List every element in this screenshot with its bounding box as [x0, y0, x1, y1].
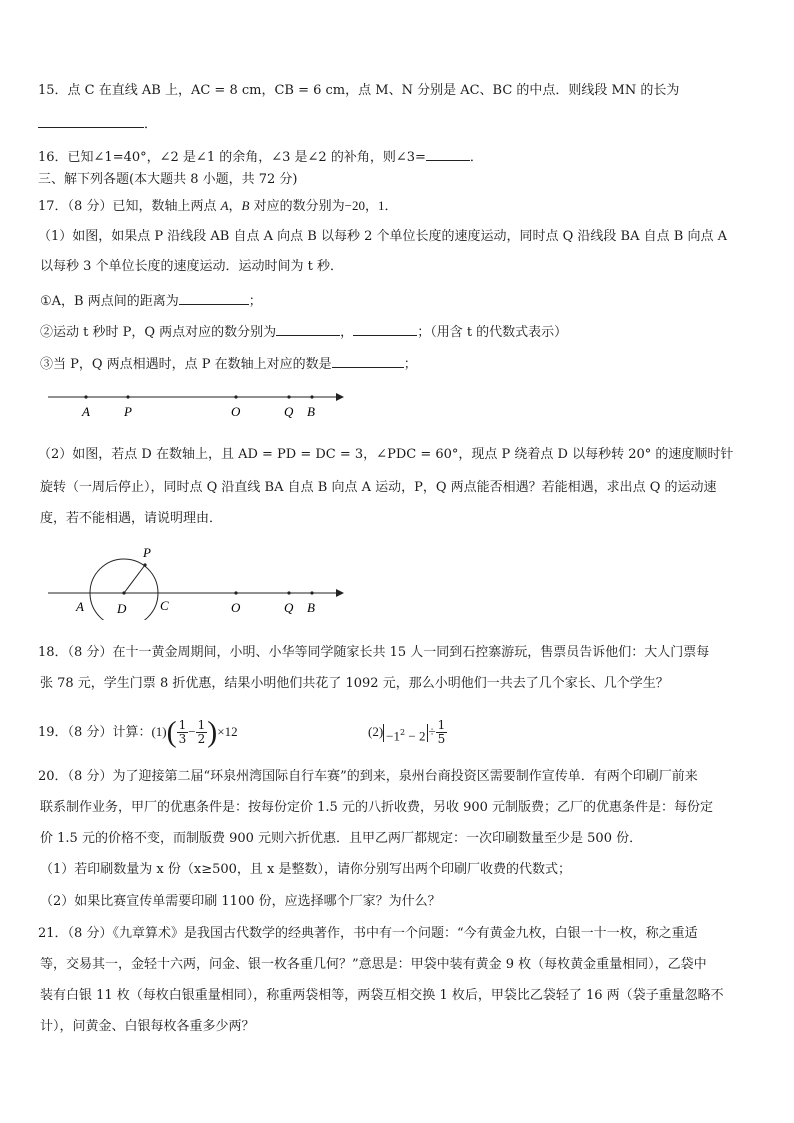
- q21-line3: 装有白银 11 枚（每枚白银重量相同），称重两袋相等，两袋互相交换 1 枚后，甲袋比乙袋轻了 16 两（袋子重量忽略不: [40, 988, 724, 1003]
- q17-sub2-end: ；（用含 t 的代数式表示）: [417, 325, 568, 340]
- q19-f2-numerator: 1: [197, 718, 206, 732]
- label-d: D: [117, 601, 127, 616]
- q20-line3: 价 1.5 元的价格不变，而制版费 900 元则六折优惠．且甲乙两厂都规定：一次印刷数量至少是 500 份．: [40, 831, 643, 846]
- q16-end: ．: [469, 150, 483, 165]
- q19-divide: ÷: [428, 724, 436, 739]
- q17-sub2-blank-p[interactable]: [276, 322, 340, 336]
- point-d-dot: [122, 591, 125, 594]
- q19-fraction-3: [436, 719, 448, 746]
- q17-sub3-end: ；: [403, 357, 417, 372]
- label-a2: A: [76, 599, 84, 614]
- radius-dp: [124, 565, 145, 593]
- number-line-figure-1: [40, 385, 350, 425]
- q17-intro-b: ，: [228, 199, 242, 214]
- q16-answer-blank[interactable]: [426, 147, 470, 161]
- q17-p2-line3: 度，若不能相遇，请说明理由．: [40, 511, 223, 526]
- label-p: P: [124, 404, 132, 419]
- label-q: Q: [284, 404, 294, 419]
- q15-line1: 15．点 C 在直线 AB 上，AC = 8 cm，CB = 6 cm，点 M、N 分别是 AC、BC 的中点．则线段 MN 的长为: [38, 83, 680, 98]
- q19-fraction-1: [177, 719, 189, 746]
- point-p-dot: [126, 395, 129, 398]
- q17-intro-a: 17．（8 分）已知，数轴上两点: [38, 199, 221, 214]
- q15-answer-blank[interactable]: [38, 114, 144, 128]
- q20-sub2: （2）如果比赛宣传单需要印刷 1100 份，应选择哪个厂家？为什么？: [40, 894, 441, 909]
- q19-label: 19．（8 分）计算：: [38, 725, 152, 740]
- q20-line2: 联系制作业务，甲厂的优惠条件是：按每份定价 1.5 元的八折收费，另收 900 元制版费；乙厂的优惠条件是：每份定: [40, 800, 714, 815]
- q17-intro-vals: −20，1．: [344, 198, 398, 213]
- q17-sub1: [40, 291, 262, 311]
- q19-right-paren: ): [207, 715, 218, 749]
- point-b-dot: [310, 395, 313, 398]
- q19-f3-denominator: 5: [437, 732, 446, 746]
- point-p2-dot: [143, 563, 146, 566]
- q17-sub2-blank-q[interactable]: [353, 322, 417, 336]
- label-c: C: [160, 598, 169, 613]
- q19-f3-numerator: 1: [437, 718, 446, 732]
- point-o-dot: [234, 395, 237, 398]
- point-q2-dot: [287, 591, 290, 594]
- q19-part2-label: (2): [368, 724, 384, 739]
- q19-absolute-value: [383, 724, 428, 742]
- circle-figure-2: [40, 540, 350, 620]
- q19-times12: ×12: [217, 724, 238, 739]
- q17-p2-line1: （2）如图，若点 D 在数轴上，且 AD = PD = DC = 3，∠PDC = 60°，现点 P 绕着点 D 以每秒转 20° 的速度顺时针: [38, 447, 734, 462]
- number-line-arrow-2: [336, 589, 344, 597]
- q17-sub2-mid: ，: [340, 325, 354, 340]
- label-b: B: [307, 404, 315, 419]
- point-o2-dot: [234, 591, 237, 594]
- q17-point-b: B: [241, 198, 250, 213]
- label-o: O: [231, 404, 241, 419]
- q17-intro: [38, 197, 397, 216]
- q19-line: [38, 714, 238, 750]
- q17-p1-line1: （1）如图，如果点 P 沿线段 AB 自点 A 向点 B 以每秒 2 个单位长度的速度运动，同时点 Q 沿线段 BA 自点 B 向点 A: [38, 229, 727, 244]
- q19-f2-denominator: 2: [197, 732, 206, 746]
- q16-line: [38, 147, 483, 167]
- q17-sub1-text: ①A，B 两点间的距离为: [40, 294, 179, 309]
- q18-line1: 18．（8 分）在十一黄金周期间，小明、小华等同学随家长共 15 人一同到石控寨游玩，售票员告诉他们：大人门票每: [38, 645, 710, 660]
- q20-sub1: （1）若印刷数量为 x 份（x≥500，且 x 是整数），请你分别写出两个印刷厂收费的代数式；: [40, 862, 572, 877]
- q19-part1-label: (1): [151, 724, 167, 739]
- q20-line1: 20．（8 分）为了迎接第二届“环泉州湾国际自行车赛”的到来，泉州台商投资区需要制作宣传单．有两个印刷厂前来: [38, 769, 698, 784]
- q19-abs-expr: −1: [386, 727, 401, 743]
- q17-p1-line2: 以每秒 3 个单位长度的速度运动．运动时间为 t 秒．: [40, 259, 344, 274]
- point-a-dot: [84, 395, 87, 398]
- q17-sub1-blank[interactable]: [179, 291, 249, 305]
- q19-minus: −: [188, 724, 196, 739]
- q19-f1-denominator: 3: [178, 732, 187, 746]
- q19-fraction-2: [196, 719, 208, 746]
- q15-end: ．: [144, 117, 158, 132]
- point-q-dot: [287, 395, 290, 398]
- number-line-arrow: [336, 393, 344, 401]
- q19-f1-numerator: 1: [178, 718, 187, 732]
- q16-text: 16．已知∠1=40°，∠2 是∠1 的余角，∠3 是∠2 的补角，则∠3=: [38, 150, 426, 165]
- q17-sub3: [40, 354, 417, 374]
- q21-line4: 计），问黄金、白银每枚各重多少两？: [40, 1019, 255, 1034]
- label-p2: P: [143, 545, 151, 560]
- q17-p2-line2: 旋转（一周后停止），同时点 Q 沿直线 BA 自点 B 向点 A 运动，P，Q 两点能否相遇？若能相遇，求出点 Q 的运动速: [40, 480, 717, 495]
- q19-exponent: 2: [400, 727, 406, 737]
- q17-sub3-blank[interactable]: [332, 354, 404, 368]
- point-b2-dot: [310, 591, 313, 594]
- q17-sub2: [40, 322, 567, 342]
- label-a: A: [82, 404, 90, 419]
- label-b2: B: [307, 600, 315, 615]
- q18-line2: 张 78 元，学生门票 8 折优惠，结果小明他们共花了 1092 元，那么小明他们一共去了几个家长、几个学生？: [40, 676, 669, 691]
- q15-line2: [38, 114, 157, 134]
- q17-intro-c: 对应的数分别为: [249, 199, 345, 214]
- q17-sub1-end: ；: [248, 294, 262, 309]
- q17-sub3-text: ③当 P，Q 两点相遇时，点 P 在数轴上对应的数是: [40, 357, 332, 372]
- q19-part2: [368, 714, 447, 750]
- q19-left-paren: (: [166, 715, 177, 749]
- q21-line2: 等，交易其一，金轻十六两，问金、银一枚各重几何？”意思是：甲袋中装有黄金 9 枚（每枚黄金重量相同），乙袋中: [40, 957, 707, 972]
- q21-line1: 21．（8 分）《九章算术》是我国古代数学的经典著作，书中有一个问题：“今有黄金九枚，白银一十一枚，称之重适: [38, 926, 698, 941]
- q17-sub2-text: ②运动 t 秒时 P，Q 两点对应的数分别为: [40, 325, 277, 340]
- label-q2: Q: [284, 600, 294, 615]
- q17-point-a: A: [220, 198, 229, 213]
- label-o2: O: [231, 600, 241, 615]
- q19-abs-rest: − 2: [405, 727, 426, 743]
- section3-heading: 三、解下列各题(本大题共 8 小题，共 72 分): [38, 172, 298, 187]
